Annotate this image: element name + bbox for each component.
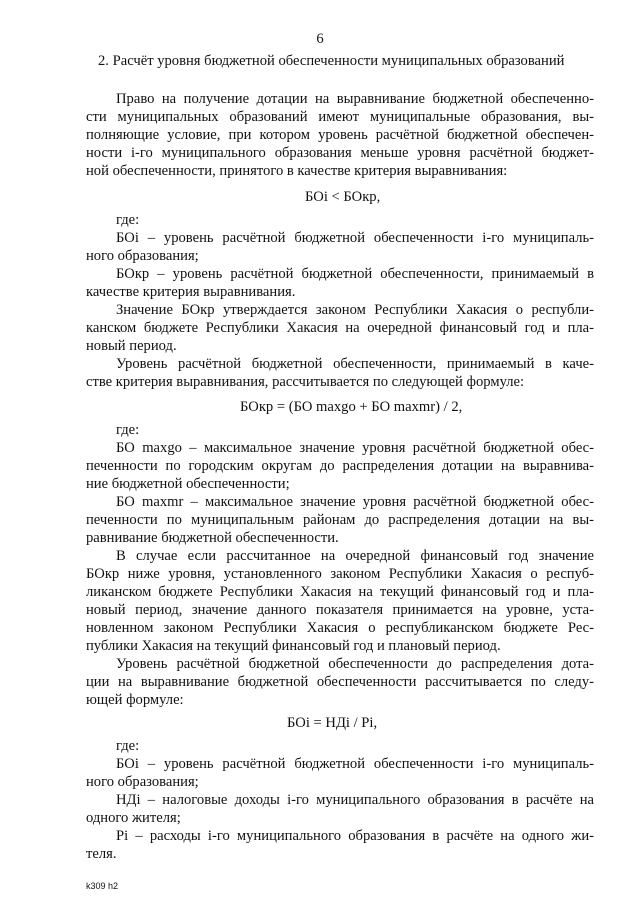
- paragraph-line: ющей формуле:: [86, 692, 184, 708]
- paragraph-line: Уровень расчётной бюджетной обеспеченности до распределения дота-: [116, 656, 594, 672]
- paragraph-line: Право на получение дотации на выравнивание бюджетной обеспеченно-: [116, 91, 594, 107]
- formula: БОi < БОкр,: [305, 189, 381, 205]
- definition-line: БО maxgo – максимальное значение уровня расчётной бюджетной обес-: [116, 440, 594, 456]
- paragraph-line: БОкр ниже уровня, установленного законом Республики Хакасия о респуб-: [86, 566, 594, 582]
- where-label: где:: [116, 212, 140, 228]
- definition-line: равнивание бюджетной обеспеченности.: [86, 530, 339, 546]
- paragraph-line: новленном законом Республики Хакасия о республиканском бюджете Рес-: [86, 620, 594, 636]
- paragraph-line: Значение БОкр утверждается законом Республики Хакасия о республи-: [116, 302, 594, 318]
- definition-line: ние бюджетной обеспеченности;: [86, 476, 290, 492]
- paragraph-line: стве критерия выравнивания, рассчитывается по следующей формуле:: [86, 374, 525, 390]
- definition-line: БОi – уровень расчётной бюджетной обеспеченности i-го муниципаль-: [116, 230, 594, 246]
- where-label: где:: [116, 422, 140, 438]
- paragraph-line: публики Хакасия на текущий финансовый год и плановый период.: [86, 638, 501, 654]
- definition-line: НДi – налоговые доходы i-го муниципального образования в расчёте на: [116, 792, 594, 808]
- footer-code: k309 h2: [86, 881, 119, 891]
- paragraph-line: сти муниципальных образований имеют муниципальные образования, вы-: [86, 109, 594, 125]
- definition-line: БОi – уровень расчётной бюджетной обеспеченности i-го муниципаль-: [116, 756, 594, 772]
- paragraph-line: ции на выравнивание бюджетной обеспеченности рассчитывается по следу-: [86, 674, 594, 690]
- definition-line: ного образования;: [86, 774, 199, 790]
- paragraph-line: ности i-го муниципального образования меньше уровня расчётной бюджет-: [86, 145, 594, 161]
- definition-line: БОкр – уровень расчётной бюджетной обеспеченности, принимаемый в: [116, 266, 594, 282]
- paragraph-line: Уровень расчётной бюджетной обеспеченности, принимаемый в каче-: [116, 356, 594, 372]
- definition-line: печенности по муниципальным районам до распределения дотации на вы-: [86, 512, 594, 528]
- definition-line: одного жителя;: [86, 810, 181, 826]
- definition-line: Pi – расходы i-го муниципального образования в расчёте на одного жи-: [116, 828, 594, 844]
- where-label: где:: [116, 738, 140, 754]
- formula: БОкр = (БО maxgo + БО maxmr) / 2,: [240, 399, 463, 415]
- paragraph-line: канском бюджете Республики Хакасия на очередной финансовый год и пла-: [86, 320, 594, 336]
- formula: БОi = НДi / Pi,: [287, 715, 378, 731]
- page-number: 6: [316, 31, 324, 47]
- paragraph-line: новый период.: [86, 338, 177, 354]
- definition-line: ного образования;: [86, 248, 199, 264]
- paragraph-line: ликанском бюджете Республики Хакасия на текущий финансовый год и пла-: [86, 584, 594, 600]
- paragraph-line: полняющие условие, при котором уровень расчётной бюджетной обеспечен-: [86, 127, 594, 143]
- paragraph-line: ной обеспеченности, принятого в качестве критерия выравнивания:: [86, 163, 508, 179]
- section-title: 2. Расчёт уровня бюджетной обеспеченности муниципальных образований: [98, 53, 565, 69]
- paragraph-line: новый период, значение данного показателя принимается на уровне, уста-: [86, 602, 594, 618]
- definition-line: теля.: [86, 846, 117, 862]
- definition-line: БО maxmr – максимальное значение уровня расчётной бюджетной обес-: [116, 494, 594, 510]
- paragraph-line: В случае если рассчитанное на очередной финансовый год значение: [116, 548, 594, 564]
- definition-line: печенности по городским округам до распределения дотации на выравнива-: [86, 458, 594, 474]
- definition-line: качестве критерия выравнивания.: [86, 284, 296, 300]
